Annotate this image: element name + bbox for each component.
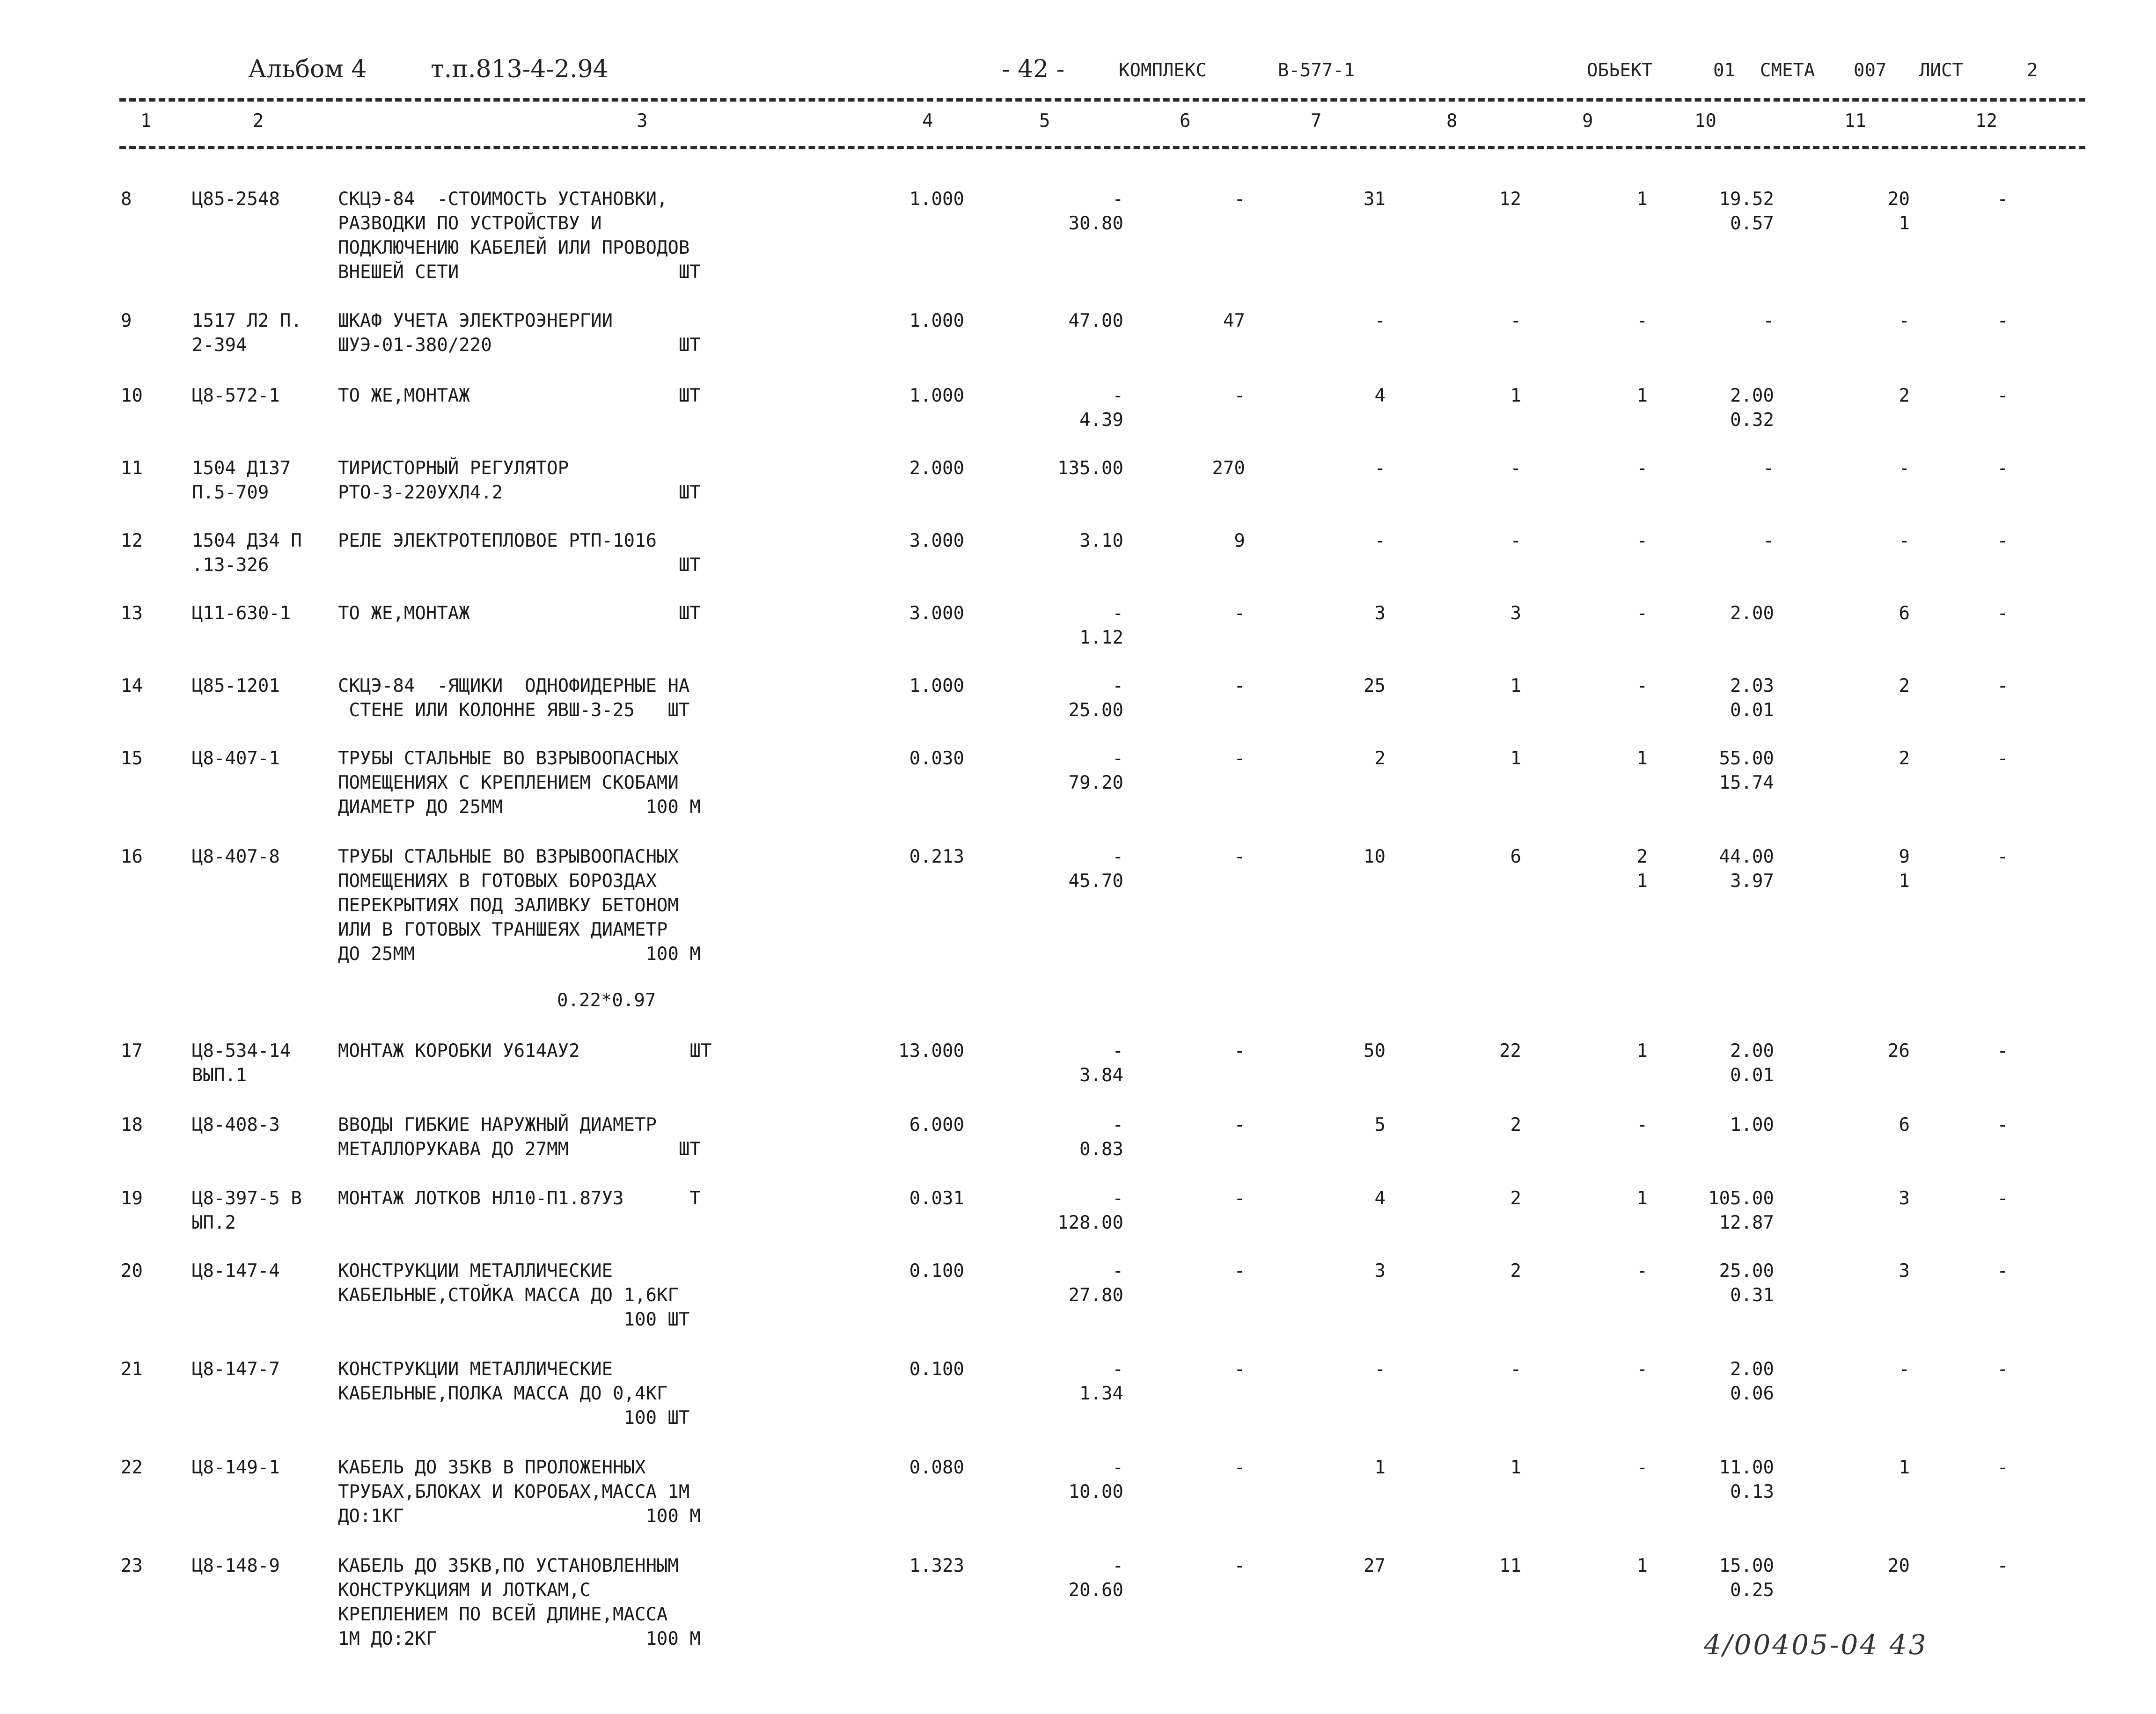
rate-code: 1504 Д137 П.5-709 bbox=[192, 458, 291, 503]
col-11: 3 bbox=[1899, 1188, 1910, 1209]
row-number: 10 bbox=[121, 385, 143, 406]
quantity: 0.100 bbox=[909, 1260, 964, 1282]
col-7: - bbox=[1374, 530, 1386, 551]
unit-cost: - 79.20 bbox=[1068, 748, 1123, 793]
col-11: 2 bbox=[1899, 675, 1910, 696]
column-number: 3 bbox=[637, 110, 648, 132]
column-number: 9 bbox=[1582, 110, 1593, 132]
col-11: 20 1 bbox=[1888, 189, 1910, 234]
column-number: 12 bbox=[1975, 110, 1997, 132]
row-number: 20 bbox=[121, 1260, 143, 1282]
col-12: - bbox=[1997, 1040, 2008, 1062]
col-8: 2 bbox=[1510, 1260, 1521, 1282]
col-7: 10 bbox=[1364, 846, 1386, 867]
col-12: - bbox=[1997, 530, 2008, 551]
work-description: ВВОДЫ ГИБКИЕ НАРУЖНЫЙ ДИАМЕТР МЕТАЛЛОРУКАВА ДО 27ММ ШТ bbox=[338, 1114, 701, 1160]
smeta-value: 007 bbox=[1854, 60, 1887, 81]
row-number: 13 bbox=[121, 603, 143, 624]
quantity: 1.000 bbox=[909, 675, 964, 696]
col-10: 2.03 0.01 bbox=[1730, 675, 1774, 721]
col-11: - bbox=[1899, 1359, 1910, 1380]
row-number: 23 bbox=[121, 1555, 143, 1576]
col-10: 11.00 0.13 bbox=[1719, 1457, 1774, 1502]
col-7: 2 bbox=[1374, 748, 1386, 769]
row-number: 12 bbox=[121, 530, 143, 551]
col-11: 26 bbox=[1888, 1040, 1910, 1062]
col-12: - bbox=[1997, 310, 2008, 331]
col-9: - bbox=[1636, 458, 1648, 479]
col-10: 19.52 0.57 bbox=[1719, 189, 1774, 234]
col-7: 3 bbox=[1374, 603, 1386, 624]
work-description: СКЦЭ-84 -СТОИМОСТЬ УСТАНОВКИ, РАЗВОДКИ ПО УСТРОЙСТВУ И ПОДКЛЮЧЕНИЮ КАБЕЛЕЙ ИЛИ ПРОВОДОВ ВНЕШЕЙ СЕТИ ШТ bbox=[338, 189, 701, 283]
col-9: - bbox=[1636, 675, 1648, 696]
col-11: 3 bbox=[1899, 1260, 1910, 1282]
rate-code: Ц8-147-7 bbox=[192, 1359, 280, 1380]
quantity: 0.080 bbox=[909, 1457, 964, 1478]
col-12: - bbox=[1997, 1114, 2008, 1135]
col-8: 1 bbox=[1510, 1457, 1521, 1478]
quantity: 1.000 bbox=[909, 310, 964, 331]
col-12: - bbox=[1997, 189, 2008, 210]
col-9: - bbox=[1636, 1260, 1648, 1282]
work-description: ТО ЖЕ,МОНТАЖ ШТ bbox=[338, 603, 701, 624]
col-10: 44.00 3.97 bbox=[1719, 846, 1774, 892]
col-7: 3 bbox=[1374, 1260, 1386, 1282]
col-7: - bbox=[1374, 1359, 1386, 1380]
col-7: 4 bbox=[1374, 385, 1386, 406]
col-9: - bbox=[1636, 1359, 1648, 1380]
column-number: 5 bbox=[1039, 110, 1050, 132]
column-number: 2 bbox=[253, 110, 264, 132]
col-8: 1 bbox=[1510, 748, 1521, 769]
col-6: - bbox=[1234, 1359, 1245, 1380]
row-number: 16 bbox=[121, 846, 143, 867]
col-8: 1 bbox=[1510, 385, 1521, 406]
work-description: СКЦЭ-84 -ЯЩИКИ ОДНОФИДЕРНЫЕ НА СТЕНЕ ИЛИ КОЛОННЕ ЯВШ-3-25 ШТ bbox=[338, 675, 690, 721]
col-11: 2 bbox=[1899, 748, 1910, 769]
unit-cost: - 27.80 bbox=[1068, 1260, 1123, 1306]
rate-code: Ц8-572-1 bbox=[192, 385, 280, 406]
rate-code: Ц8-407-1 bbox=[192, 748, 280, 769]
col-10: 2.00 0.06 bbox=[1730, 1359, 1774, 1404]
col-11: 6 bbox=[1899, 1114, 1910, 1135]
unit-cost: - 1.12 bbox=[1079, 603, 1123, 648]
unit-cost: 47.00 bbox=[1068, 310, 1123, 331]
complex-value: В-577-1 bbox=[1278, 60, 1355, 81]
quantity: 1.000 bbox=[909, 385, 964, 406]
col-11: - bbox=[1899, 458, 1910, 479]
col-10: 105.00 12.87 bbox=[1708, 1188, 1774, 1233]
rate-code: Ц85-2548 bbox=[192, 189, 280, 210]
rate-code: Ц8-147-4 bbox=[192, 1260, 280, 1282]
rate-code: Ц8-149-1 bbox=[192, 1457, 280, 1478]
col-12: - bbox=[1997, 1359, 2008, 1380]
col-10: 2.00 0.32 bbox=[1730, 385, 1774, 431]
col-12: - bbox=[1997, 603, 2008, 624]
rate-code: Ц8-148-9 bbox=[192, 1555, 280, 1576]
unit-cost: - 128.00 bbox=[1057, 1188, 1123, 1233]
row-number: 17 bbox=[121, 1040, 143, 1062]
project-code: т.п.813-4-2.94 bbox=[431, 55, 609, 83]
row-number: 18 bbox=[121, 1114, 143, 1135]
col-10: - bbox=[1763, 310, 1774, 331]
col-10: 55.00 15.74 bbox=[1719, 748, 1774, 793]
work-description: ТРУБЫ СТАЛЬНЫЕ ВО ВЗРЫВООПАСНЫХ ПОМЕЩЕНИЯХ В ГОТОВЫХ БОРОЗДАХ ПЕРЕКРЫТИЯХ ПОД ЗАЛИВКУ БЕТОНОМ ИЛИ В ГОТОВЫХ ТРАНШЕЯХ ДИАМЕТР ДО 25ММ 100 М bbox=[338, 846, 701, 965]
col-6: - bbox=[1234, 1457, 1245, 1478]
col-9: 1 bbox=[1636, 385, 1648, 406]
unit-cost: - 20.60 bbox=[1068, 1555, 1123, 1601]
column-number: 11 bbox=[1844, 110, 1866, 132]
col-10: 15.00 0.25 bbox=[1719, 1555, 1774, 1601]
rate-code: 1517 Л2 П. 2-394 bbox=[192, 310, 302, 356]
col-8: 11 bbox=[1499, 1555, 1521, 1576]
work-description: КОНСТРУКЦИИ МЕТАЛЛИЧЕСКИЕ КАБЕЛЬНЫЕ,СТОЙКА МАССА ДО 1,6КГ 100 ШТ bbox=[338, 1260, 690, 1330]
column-number: 8 bbox=[1446, 110, 1458, 132]
col-8: 6 bbox=[1510, 846, 1521, 867]
work-description: ТО ЖЕ,МОНТАЖ ШТ bbox=[338, 385, 701, 406]
col-12: - bbox=[1997, 1555, 2008, 1576]
unit-cost: - 0.83 bbox=[1079, 1114, 1123, 1160]
col-10: 1.00 bbox=[1730, 1114, 1774, 1135]
col-9: 1 bbox=[1636, 1555, 1648, 1576]
quantity: 3.000 bbox=[909, 530, 964, 551]
work-description: РЕЛЕ ЭЛЕКТРОТЕПЛОВОЕ РТП-1016 ШТ bbox=[338, 530, 701, 576]
unit-cost: - 45.70 bbox=[1068, 846, 1123, 892]
col-6: - bbox=[1234, 1260, 1245, 1282]
row-number: 21 bbox=[121, 1359, 143, 1380]
quantity: 1.323 bbox=[909, 1555, 964, 1576]
rate-code: Ц11-630-1 bbox=[192, 603, 291, 624]
smeta-label: СМЕТА bbox=[1760, 60, 1815, 81]
work-description: МОНТАЖ КОРОБКИ У614АУ2 ШТ bbox=[338, 1040, 712, 1062]
col-10: 2.00 bbox=[1730, 603, 1774, 624]
col-12: - bbox=[1997, 1457, 2008, 1478]
col-7: 1 bbox=[1374, 1457, 1386, 1478]
col-11: 20 bbox=[1888, 1555, 1910, 1576]
col-6: - bbox=[1234, 1114, 1245, 1135]
col-6: - bbox=[1234, 1040, 1245, 1062]
row-number: 22 bbox=[121, 1457, 143, 1478]
col-11: 6 bbox=[1899, 603, 1910, 624]
unit-cost: - 1.34 bbox=[1079, 1359, 1123, 1404]
col-6: - bbox=[1234, 1555, 1245, 1576]
col-6: 9 bbox=[1234, 530, 1245, 551]
col-10: - bbox=[1763, 458, 1774, 479]
rate-code: Ц8-397-5 В ЫП.2 bbox=[192, 1188, 302, 1233]
work-description: ШКАФ УЧЕТА ЭЛЕКТРОЭНЕРГИИ ШУЭ-01-380/220 ШТ bbox=[338, 310, 701, 356]
col-7: - bbox=[1374, 310, 1386, 331]
col-6: - bbox=[1234, 1188, 1245, 1209]
work-description: ТРУБЫ СТАЛЬНЫЕ ВО ВЗРЫВООПАСНЫХ ПОМЕЩЕНИЯХ С КРЕПЛЕНИЕМ СКОБАМИ ДИАМЕТР ДО 25ММ 100 М bbox=[338, 748, 701, 818]
col-9: 1 bbox=[1636, 1040, 1648, 1062]
col-11: 9 1 bbox=[1899, 846, 1910, 892]
col-12: - bbox=[1997, 458, 2008, 479]
quantity: 0.031 bbox=[909, 1188, 964, 1209]
work-description: КОНСТРУКЦИИ МЕТАЛЛИЧЕСКИЕ КАБЕЛЬНЫЕ,ПОЛКА МАССА ДО 0,4КГ 100 ШТ bbox=[338, 1359, 690, 1428]
col-8: 2 bbox=[1510, 1188, 1521, 1209]
work-description: ТИРИСТОРНЫЙ РЕГУЛЯТОР РТО-3-220УХЛ4.2 ШТ bbox=[338, 458, 701, 503]
quantity: 3.000 bbox=[909, 603, 964, 624]
col-9: 1 bbox=[1636, 189, 1648, 210]
handwritten-signature: 4/00405-04 43 bbox=[1704, 1629, 1928, 1661]
col-8: 12 bbox=[1499, 189, 1521, 210]
col-11: 2 bbox=[1899, 385, 1910, 406]
quantity: 13.000 bbox=[898, 1040, 964, 1062]
sheet-label: ЛИСТ bbox=[1919, 60, 1963, 81]
unit-cost: - 3.84 bbox=[1079, 1040, 1123, 1086]
col-11: 1 bbox=[1899, 1457, 1910, 1478]
rate-code: Ц85-1201 bbox=[192, 675, 280, 696]
header-rule-bottom bbox=[119, 146, 2085, 149]
col-8: - bbox=[1510, 310, 1521, 331]
col-6: - bbox=[1234, 385, 1245, 406]
page-number: - 42 - bbox=[1002, 55, 1065, 83]
col-9: - bbox=[1636, 1457, 1648, 1478]
col-10: 2.00 0.01 bbox=[1730, 1040, 1774, 1086]
col-9: - bbox=[1636, 1114, 1648, 1135]
col-6: 270 bbox=[1212, 458, 1245, 479]
rate-code: Ц8-407-8 bbox=[192, 846, 280, 867]
album-label: Альбом 4 bbox=[248, 55, 367, 83]
col-8: 1 bbox=[1510, 675, 1521, 696]
quantity: 2.000 bbox=[909, 458, 964, 479]
unit-cost: - 10.00 bbox=[1068, 1457, 1123, 1502]
col-9: - bbox=[1636, 310, 1648, 331]
col-8: 3 bbox=[1510, 603, 1521, 624]
unit-cost: 135.00 bbox=[1057, 458, 1123, 479]
quantity: 6.000 bbox=[909, 1114, 964, 1135]
col-12: - bbox=[1997, 675, 2008, 696]
col-9: - bbox=[1636, 530, 1648, 551]
rate-code: Ц8-534-14 ВЫП.1 bbox=[192, 1040, 291, 1086]
col-7: 31 bbox=[1364, 189, 1386, 210]
col-6: - bbox=[1234, 846, 1245, 867]
col-8: - bbox=[1510, 1359, 1521, 1380]
header-rule-top bbox=[119, 98, 2085, 102]
unit-cost: - 4.39 bbox=[1079, 385, 1123, 431]
col-11: - bbox=[1899, 310, 1910, 331]
col-7: - bbox=[1374, 458, 1386, 479]
work-description: КАБЕЛЬ ДО 35КВ,ПО УСТАНОВЛЕННЫМ КОНСТРУКЦИЯМ И ЛОТКАМ,С КРЕПЛЕНИЕМ ПО ВСЕЙ ДЛИНЕ,МАССА 1М ДО:2КГ 100 М bbox=[338, 1555, 701, 1649]
row-number: 11 bbox=[121, 458, 143, 479]
col-6: - bbox=[1234, 189, 1245, 210]
col-11: - bbox=[1899, 530, 1910, 551]
quantity: 0.030 bbox=[909, 748, 964, 769]
col-7: 25 bbox=[1364, 675, 1386, 696]
unit-cost: - 30.80 bbox=[1068, 189, 1123, 234]
col-12: - bbox=[1997, 385, 2008, 406]
col-6: - bbox=[1234, 603, 1245, 624]
formula-note: 0.22*0.97 bbox=[557, 990, 656, 1011]
col-12: - bbox=[1997, 846, 2008, 867]
col-7: 5 bbox=[1374, 1114, 1386, 1135]
row-number: 15 bbox=[121, 748, 143, 769]
col-9: 1 bbox=[1636, 1188, 1648, 1209]
col-6: - bbox=[1234, 748, 1245, 769]
sheet-value: 2 bbox=[2027, 60, 2038, 81]
quantity: 1.000 bbox=[909, 189, 964, 210]
col-7: 27 bbox=[1364, 1555, 1386, 1576]
complex-label: КОМПЛЕКС bbox=[1119, 60, 1207, 81]
col-10: - bbox=[1763, 530, 1774, 551]
row-number: 19 bbox=[121, 1188, 143, 1209]
col-9: 2 1 bbox=[1636, 846, 1648, 892]
col-12: - bbox=[1997, 1260, 2008, 1282]
unit-cost: 3.10 bbox=[1079, 530, 1123, 551]
col-6: - bbox=[1234, 675, 1245, 696]
col-10: 25.00 0.31 bbox=[1719, 1260, 1774, 1306]
col-8: 22 bbox=[1499, 1040, 1521, 1062]
row-number: 14 bbox=[121, 675, 143, 696]
rate-code: Ц8-408-3 bbox=[192, 1114, 280, 1135]
col-6: 47 bbox=[1223, 310, 1245, 331]
col-12: - bbox=[1997, 748, 2008, 769]
col-7: 4 bbox=[1374, 1188, 1386, 1209]
col-9: - bbox=[1636, 603, 1648, 624]
col-8: - bbox=[1510, 458, 1521, 479]
rate-code: 1504 Д34 П .13-326 bbox=[192, 530, 302, 576]
column-number: 6 bbox=[1180, 110, 1191, 132]
col-8: 2 bbox=[1510, 1114, 1521, 1135]
row-number: 9 bbox=[121, 310, 132, 331]
column-number: 4 bbox=[922, 110, 933, 132]
column-number: 7 bbox=[1311, 110, 1322, 132]
column-number: 1 bbox=[140, 110, 152, 132]
quantity: 0.213 bbox=[909, 846, 964, 867]
col-12: - bbox=[1997, 1188, 2008, 1209]
object-label: ОБЬЕКТ bbox=[1587, 60, 1653, 81]
work-description: КАБЕЛЬ ДО 35КВ В ПРОЛОЖЕННЫХ ТРУБАХ,БЛОКАХ И КОРОБАХ,МАССА 1М ДО:1КГ 100 М bbox=[338, 1457, 701, 1527]
work-description: МОНТАЖ ЛОТКОВ НЛ10-П1.87У3 Т bbox=[338, 1188, 701, 1209]
col-9: 1 bbox=[1636, 748, 1648, 769]
row-number: 8 bbox=[121, 189, 132, 210]
object-value: 01 bbox=[1713, 60, 1735, 81]
unit-cost: - 25.00 bbox=[1068, 675, 1123, 721]
column-number: 10 bbox=[1694, 110, 1716, 132]
col-7: 50 bbox=[1364, 1040, 1386, 1062]
col-8: - bbox=[1510, 530, 1521, 551]
quantity: 0.100 bbox=[909, 1359, 964, 1380]
